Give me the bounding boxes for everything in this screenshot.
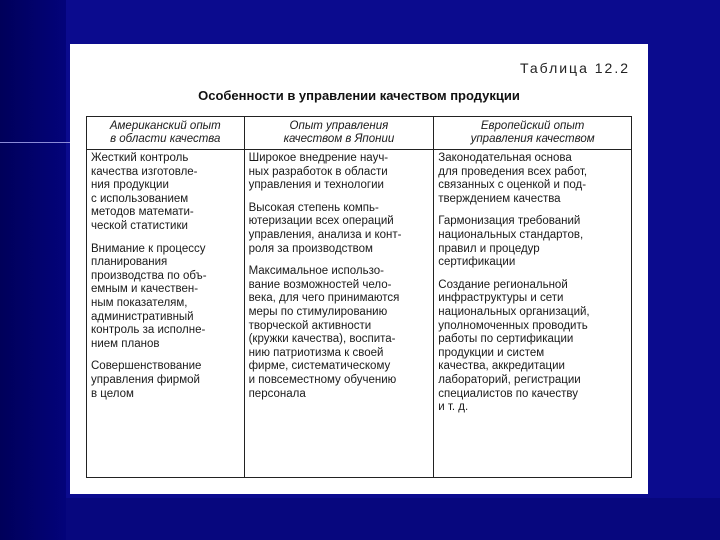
background-rule-line [0,142,72,143]
table-number: Таблица 12.2 [519,60,630,76]
table-paragraph: Широкое внедрение науч- ных разработок в области управления и технологии [248,152,389,192]
table-title: Особенности в управлении качеством продукции [198,88,520,103]
table-paragraph: Внимание к процессу планирования производства по объ- емным и качествен- ным показателям, административный контроль за исполне- нием планов [91,242,207,350]
european-experience-cell [434,150,632,478]
table-paragraph: Совершенствование управления фирмой в целом [91,360,202,400]
background-left-band [0,0,66,540]
american-experience-cell [87,150,245,478]
table-paragraph: Создание региональной инфраструктуры и сети национальных организаций, уполномоченных проводить работы по сертификации продукции и систем качества, аккредитации лабораторий, регистрации специалистов по качеству и т. д. [438,278,590,414]
header-american-experience: Американский опыт в области качества [87,117,245,150]
table-row [87,150,632,478]
table-paragraph: Максимальное использо- вание возможностей чело- века, для чего принимаются меры по стимулированию творческой активности (кружки качества), воспита- нию патриотизма к своей фирме, систематическому и повсеместному обучению персонала [248,265,400,400]
background-bottom-band [66,498,720,540]
japanese-experience-cell [244,150,434,478]
table-header-row [87,117,632,150]
table-paragraph: Высокая степень компь- ютеризации всех операций управления, анализа и конт- роля за производством [248,201,402,255]
table-paragraph: Гармонизация требований национальных стандартов, правил и процедур сертификации [438,215,584,269]
scanned-page [70,44,648,494]
table-paragraph: Жесткий контроль качества изготовле- ния продукции с использованием методов математи- ческой статистики [91,152,198,232]
quality-comparison-table [86,116,632,478]
table-paragraph: Законодательная основа для проведения всех работ, связанных с оценкой и под- тверждением качества [438,152,588,205]
header-european-experience: Европейский опыт управления качеством [434,117,632,150]
header-japanese-experience: Опыт управления качеством в Японии [244,117,434,150]
